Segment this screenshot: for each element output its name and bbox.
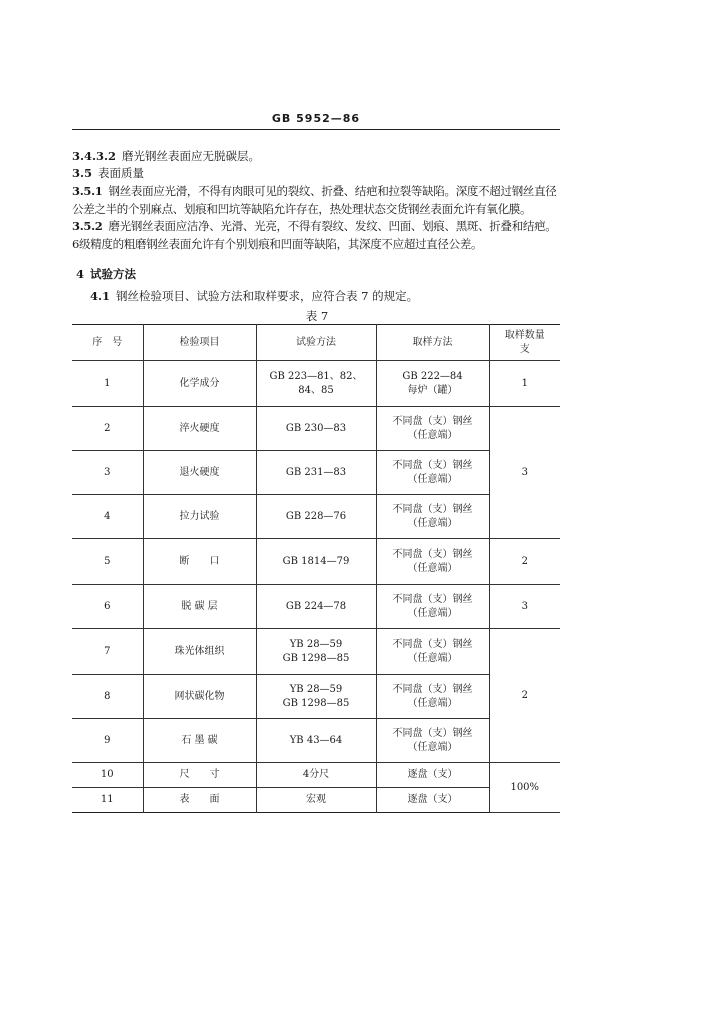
method-line: YB 43—64 (289, 734, 343, 746)
cell-method (256, 763, 376, 788)
table-row (72, 495, 560, 539)
cell-quantity: 1 (489, 361, 560, 407)
cell-method (256, 495, 376, 539)
cell-sampling (376, 719, 489, 763)
sampling-line: （任意端） (407, 652, 458, 664)
cell-item: 拉力试验 (143, 495, 256, 539)
clause-number: 3.5.2 (72, 219, 103, 233)
sampling-line: （任意端） (407, 697, 458, 709)
cell-sampling (376, 361, 489, 407)
cell-seq: 1 (72, 361, 143, 407)
table-row (72, 629, 560, 675)
table-row (72, 407, 560, 451)
cell-method (256, 451, 376, 495)
sampling-line: GB 222—84 (402, 370, 463, 382)
sampling-line: （任意端） (407, 562, 458, 574)
header-item: 检验项目 (143, 325, 256, 361)
cell-item: 化学成分 (143, 361, 256, 407)
table-row (72, 585, 560, 629)
header-quantity (489, 325, 560, 361)
table-row (72, 675, 560, 719)
cell-method (256, 407, 376, 451)
clause-text: 表面质量 (98, 166, 145, 180)
cell-seq: 6 (72, 585, 143, 629)
clause-4-1 (90, 288, 580, 304)
clause-3-5 (72, 165, 562, 181)
sampling-line: （任意端） (407, 741, 458, 753)
clause-3-5-2 (72, 218, 562, 234)
clause-number: 3.5 (72, 166, 93, 180)
cell-item: 网状碳化物 (143, 675, 256, 719)
method-line: YB 28—59 (289, 638, 343, 650)
clause-5-1 (90, 866, 570, 882)
clause-3-5-2-continued: 6级精度的粗磨钢丝表面允许有个别划痕和凹面等缺陷，其深度不应超过直径公差。 (72, 237, 483, 251)
test-methods-table (72, 324, 560, 813)
method-line: GB 224—78 (285, 600, 347, 612)
clause-5-2 (90, 904, 580, 920)
method-line: YB 28—59 (289, 683, 343, 695)
cell-sampling (376, 539, 489, 585)
cell-method (256, 585, 376, 629)
cell-seq: 10 (72, 763, 143, 788)
clause-3-5-1 (72, 183, 562, 199)
table-row (72, 451, 560, 495)
table-caption: 表 7 (305, 309, 329, 323)
standard-code-header: GB 5952—86 (271, 112, 361, 125)
sampling-line: （任意端） (407, 517, 458, 529)
cell-method (256, 675, 376, 719)
method-line: 4分尺 (302, 769, 330, 780)
cell-item: 珠光体组织 (143, 629, 256, 675)
header-method: 试验方法 (256, 325, 376, 361)
table-row (72, 539, 560, 585)
header-rule (72, 129, 560, 130)
sampling-line: 逐盘（支） (407, 794, 458, 805)
sampling-line: 不同盘（支）钢丝 (392, 593, 473, 605)
cell-item: 尺 寸 (143, 763, 256, 788)
cell-item: 断 口 (143, 539, 256, 585)
cell-seq: 9 (72, 719, 143, 763)
header-seq: 序 号 (72, 325, 143, 361)
sampling-line: 不同盘（支）钢丝 (392, 415, 473, 427)
sampling-line: 不同盘（支）钢丝 (392, 638, 473, 650)
cell-quantity: 2 (489, 539, 560, 585)
cell-item: 石 墨 碳 (143, 719, 256, 763)
method-line: GB 228—76 (285, 510, 347, 522)
clause-number: 3.5.1 (72, 184, 103, 198)
cell-quantity: 2 (489, 629, 560, 763)
cell-item: 退火硬度 (143, 451, 256, 495)
method-line: GB 1298—85 (282, 652, 350, 664)
cell-sampling (376, 675, 489, 719)
sampling-line: 不同盘（支）钢丝 (392, 683, 473, 695)
cell-seq: 5 (72, 539, 143, 585)
clause-3-4-3-2 (72, 148, 562, 164)
cell-sampling (376, 788, 489, 813)
section-title: 试验方法 (90, 267, 137, 281)
cell-seq: 7 (72, 629, 143, 675)
cell-method (256, 539, 376, 585)
section-4-heading (76, 266, 566, 282)
cell-seq: 8 (72, 675, 143, 719)
cell-method (256, 361, 376, 407)
method-line: GB 223—81、82、84、85 (269, 370, 363, 396)
cell-item: 淬火硬度 (143, 407, 256, 451)
section-number: 4 (76, 267, 85, 281)
method-line: 宏观 (306, 794, 326, 805)
table-row (72, 788, 560, 813)
sampling-line: 不同盘（支）钢丝 (392, 727, 473, 739)
table-row (72, 361, 560, 407)
section-5-heading (76, 842, 566, 858)
cell-seq: 2 (72, 407, 143, 451)
clause-number: 3.4.3.2 (72, 149, 117, 163)
header-quantity-line2: 支 (519, 343, 530, 355)
clause-text: 磨光钢丝表面应无脱碳层。 (122, 149, 261, 163)
header-quantity-line1: 取样数量 (504, 329, 545, 341)
table-row (72, 763, 560, 788)
method-line: GB 230—83 (285, 422, 347, 434)
sampling-line: （任意端） (407, 429, 458, 441)
clause-text: 钢丝表面应光滑，不得有肉眼可见的裂纹、折叠、结疤和拉裂等缺陷。深度不超过钢丝直径 (108, 184, 557, 198)
cell-method (256, 719, 376, 763)
cell-seq: 3 (72, 451, 143, 495)
cell-method (256, 788, 376, 813)
cell-method (256, 629, 376, 675)
header-sampling: 取样方法 (376, 325, 489, 361)
method-line: GB 1298—85 (282, 697, 350, 709)
cell-item: 脱 碳 层 (143, 585, 256, 629)
clause-text: 钢丝检验项目、试验方法和取样要求，应符合表 7 的规定。 (116, 289, 419, 303)
method-line: GB 231—83 (285, 466, 347, 478)
cell-sampling (376, 451, 489, 495)
sampling-line: 每炉（罐） (407, 384, 458, 396)
cell-seq: 11 (72, 788, 143, 813)
cell-quantity: 3 (489, 585, 560, 629)
cell-sampling (376, 629, 489, 675)
sampling-line: 不同盘（支）钢丝 (392, 503, 473, 515)
table-row (72, 719, 560, 763)
cell-item: 表 面 (143, 788, 256, 813)
sampling-line: 逐盘（支） (407, 769, 458, 780)
clause-text: 磨光钢丝表面应洁净、光滑、光亮，不得有裂纹、发纹、凹面、划痕、黑斑、折叠和结疤。 (108, 219, 557, 233)
sampling-line: 不同盘（支）钢丝 (392, 548, 473, 560)
cell-seq: 4 (72, 495, 143, 539)
sampling-line: （任意端） (407, 473, 458, 485)
cell-sampling (376, 407, 489, 451)
cell-quantity: 3 (489, 407, 560, 539)
clause-number: 4.1 (90, 289, 111, 303)
table-header-row (72, 325, 560, 361)
cell-sampling (376, 495, 489, 539)
sampling-line: 不同盘（支）钢丝 (392, 459, 473, 471)
clause-3-5-1-continued: 公差之半的个别麻点、划痕和凹坑等缺陷允许存在，热处理状态交货钢丝表面允许有氧化膜。 (72, 202, 532, 216)
sampling-line: （任意端） (407, 607, 458, 619)
cell-sampling (376, 763, 489, 788)
cell-quantity: 100% (489, 763, 560, 813)
method-line: GB 1814—79 (282, 555, 350, 567)
cell-sampling (376, 585, 489, 629)
